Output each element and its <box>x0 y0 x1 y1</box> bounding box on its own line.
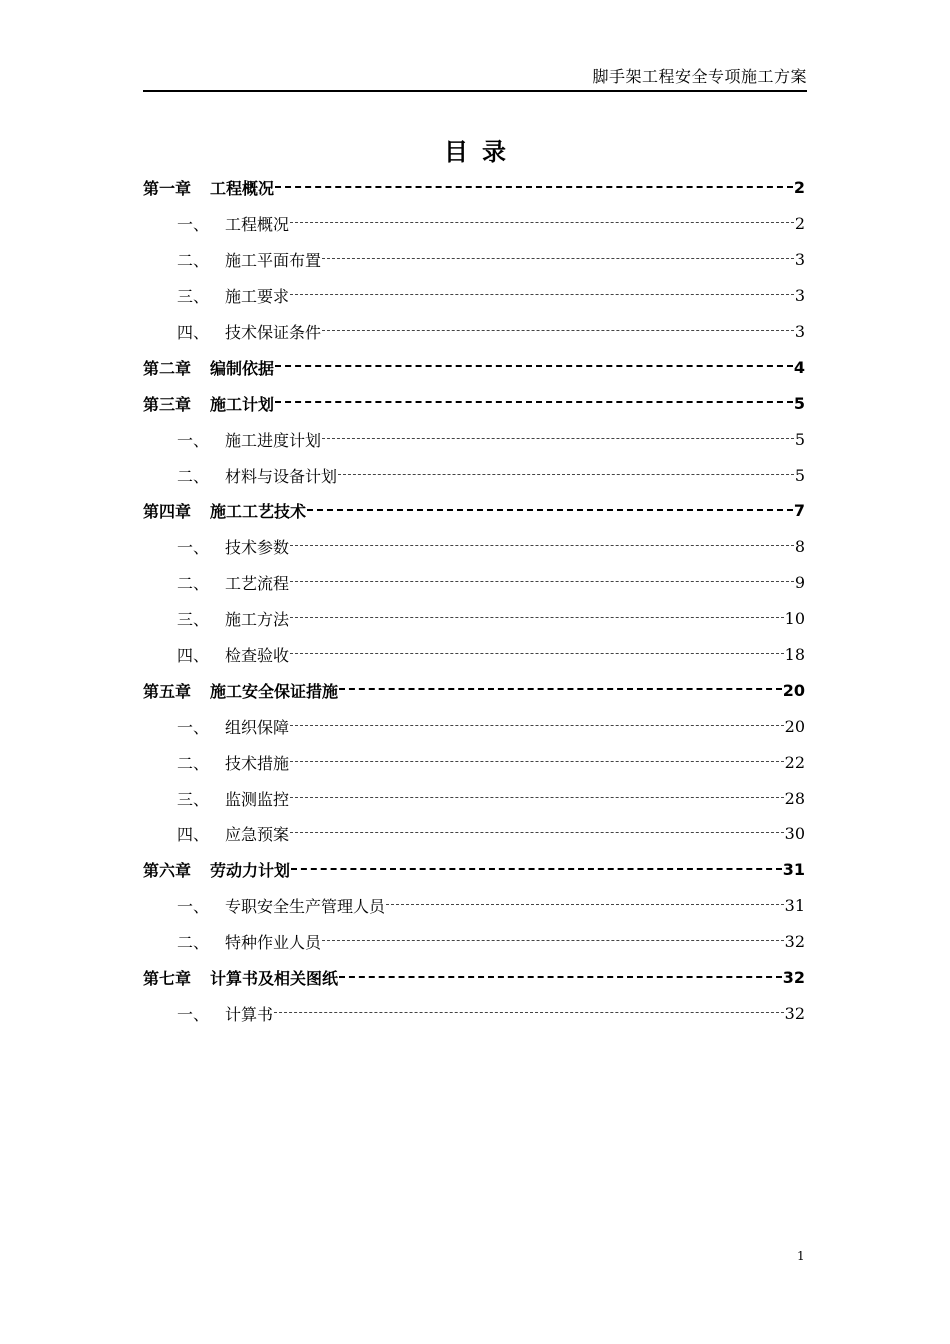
toc-dot-leader <box>274 1012 784 1015</box>
toc-dot-leader <box>290 294 794 297</box>
toc-entry-page: 4 <box>793 357 805 377</box>
toc-chapter-entry[interactable] <box>143 385 805 421</box>
toc-entry-page: 3 <box>794 286 805 306</box>
toc-entry-label: 技术措施 <box>225 753 290 773</box>
toc-entry-number: 第四章 <box>143 502 192 522</box>
toc-entry-label: 编制依据 <box>210 358 275 378</box>
toc-entry-page: 5 <box>793 393 805 413</box>
toc-entry-label: 劳动力计划 <box>210 861 291 881</box>
toc-entry-number: 一、 <box>177 1004 210 1024</box>
toc-chapter-entry[interactable] <box>143 170 805 206</box>
header-title: 脚手架工程安全专项施工方案 <box>592 67 807 86</box>
toc-entry-label: 应急预案 <box>225 825 290 845</box>
toc-entry-label: 施工要求 <box>225 287 290 307</box>
toc-dot-leader <box>290 761 784 764</box>
toc-section-entry[interactable] <box>143 744 805 780</box>
toc-section-entry[interactable] <box>143 206 805 242</box>
toc-dot-leader <box>275 365 793 369</box>
toc-entry-page: 3 <box>794 322 805 341</box>
toc-entry-label: 组织保障 <box>225 717 290 737</box>
toc-dot-leader <box>339 976 782 980</box>
toc-dot-leader <box>290 545 794 548</box>
toc-entry-number: 一、 <box>177 430 210 450</box>
toc-chapter-entry[interactable] <box>143 493 805 529</box>
toc-dot-leader <box>338 474 794 477</box>
toc-entry-page: 32 <box>784 932 805 952</box>
toc-entry-number: 二、 <box>177 933 210 953</box>
toc-entry-label: 监测监控 <box>225 789 290 809</box>
toc-dot-leader <box>290 222 794 225</box>
toc-entry-number: 第七章 <box>143 969 192 989</box>
toc-dot-leader <box>322 940 784 943</box>
toc-section-entry[interactable] <box>143 637 805 673</box>
toc-entry-number: 第二章 <box>143 358 192 378</box>
table-of-contents <box>143 170 805 1031</box>
toc-entry-page: 22 <box>784 752 805 772</box>
toc-dot-leader <box>322 438 794 441</box>
toc-dot-leader <box>307 509 793 513</box>
toc-entry-label: 工程概况 <box>210 179 275 199</box>
toc-entry-label: 工艺流程 <box>225 574 290 594</box>
toc-section-entry[interactable] <box>143 565 805 601</box>
toc-entry-page: 8 <box>794 537 805 557</box>
toc-entry-number: 第六章 <box>143 861 192 881</box>
toc-entry-page: 31 <box>782 860 805 880</box>
toc-entry-page: 9 <box>794 573 805 593</box>
toc-entry-number: 第一章 <box>143 179 192 199</box>
toc-dot-leader <box>275 401 793 405</box>
toc-entry-number: 二、 <box>177 251 210 271</box>
toc-section-entry[interactable] <box>143 995 805 1031</box>
toc-section-entry[interactable] <box>143 457 805 493</box>
toc-entry-number: 三、 <box>177 789 210 809</box>
toc-entry-number: 二、 <box>177 753 210 773</box>
toc-entry-label: 施工进度计划 <box>225 430 322 450</box>
toc-entry-label: 计算书 <box>225 1004 274 1024</box>
toc-entry-label: 工程概况 <box>225 215 290 235</box>
toc-entry-number: 二、 <box>177 466 210 486</box>
toc-entry-label: 施工安全保证措施 <box>210 681 339 701</box>
page-header <box>143 68 807 92</box>
toc-entry-label: 检查验收 <box>225 646 290 666</box>
toc-section-entry[interactable] <box>143 314 805 350</box>
toc-entry-page: 31 <box>784 896 805 916</box>
toc-section-entry[interactable] <box>143 421 805 457</box>
toc-entry-label: 施工工艺技术 <box>210 502 307 522</box>
toc-entry-number: 一、 <box>177 538 210 558</box>
toc-entry-page: 5 <box>794 465 805 485</box>
toc-entry-label: 材料与设备计划 <box>225 466 338 486</box>
toc-section-entry[interactable] <box>143 242 805 278</box>
toc-entry-page: 20 <box>784 716 805 736</box>
toc-chapter-entry[interactable] <box>143 349 805 385</box>
toc-entry-page: 18 <box>784 645 805 665</box>
toc-dot-leader <box>290 653 784 656</box>
toc-entry-label: 技术保证条件 <box>225 323 322 342</box>
toc-section-entry[interactable] <box>143 888 805 924</box>
toc-entry-page: 5 <box>794 429 805 449</box>
toc-entry-number: 三、 <box>177 610 210 630</box>
toc-dot-leader <box>322 258 794 261</box>
toc-entry-number: 一、 <box>177 215 210 235</box>
toc-section-entry[interactable] <box>143 601 805 637</box>
toc-title: 目录 <box>444 138 520 166</box>
toc-dot-leader <box>290 832 784 835</box>
toc-entry-label: 施工方法 <box>225 610 290 630</box>
toc-entry-number: 二、 <box>177 574 210 594</box>
toc-entry-label: 计算书及相关图纸 <box>210 969 339 989</box>
toc-chapter-entry[interactable] <box>143 960 805 996</box>
toc-chapter-entry[interactable] <box>143 672 805 708</box>
toc-dot-leader <box>322 330 794 333</box>
toc-entry-label: 施工平面布置 <box>225 251 322 271</box>
toc-entry-number: 第三章 <box>143 394 192 414</box>
toc-section-entry[interactable] <box>143 529 805 565</box>
toc-dot-leader <box>290 617 784 620</box>
toc-entry-label: 施工计划 <box>210 394 275 414</box>
toc-dot-leader <box>290 725 784 728</box>
toc-entry-number: 四、 <box>177 825 210 845</box>
toc-entry-number: 四、 <box>177 646 210 666</box>
toc-entry-label: 专职安全生产管理人员 <box>225 897 386 917</box>
toc-dot-leader <box>386 904 784 907</box>
toc-entry-page: 28 <box>784 788 805 808</box>
toc-section-entry[interactable] <box>143 278 805 314</box>
toc-entry-label: 技术参数 <box>225 538 290 558</box>
toc-section-entry[interactable] <box>143 816 805 852</box>
toc-dot-leader <box>291 868 782 872</box>
toc-entry-page: 20 <box>782 680 805 700</box>
toc-entry-page: 32 <box>782 968 805 988</box>
toc-entry-page: 2 <box>793 178 805 198</box>
toc-entry-page: 30 <box>784 824 805 844</box>
toc-section-entry[interactable] <box>143 924 805 960</box>
toc-entry-page: 2 <box>794 214 805 234</box>
toc-entry-number: 第五章 <box>143 681 192 701</box>
toc-entry-label: 特种作业人员 <box>225 933 322 953</box>
toc-entry-page: 10 <box>784 609 805 629</box>
toc-entry-page: 32 <box>784 1003 805 1023</box>
toc-section-entry[interactable] <box>143 780 805 816</box>
toc-entry-number: 四、 <box>177 323 210 342</box>
toc-entry-page: 3 <box>794 250 805 270</box>
toc-chapter-entry[interactable] <box>143 852 805 888</box>
toc-dot-leader <box>290 797 784 800</box>
toc-section-entry[interactable] <box>143 708 805 744</box>
toc-dot-leader <box>290 581 794 584</box>
footer-page-number: 1 <box>797 1249 805 1263</box>
toc-entry-number: 一、 <box>177 717 210 737</box>
toc-entry-number: 一、 <box>177 897 210 917</box>
toc-dot-leader <box>275 186 793 190</box>
toc-dot-leader <box>339 688 782 692</box>
toc-entry-number: 三、 <box>177 287 210 307</box>
toc-entry-page: 7 <box>793 501 805 521</box>
